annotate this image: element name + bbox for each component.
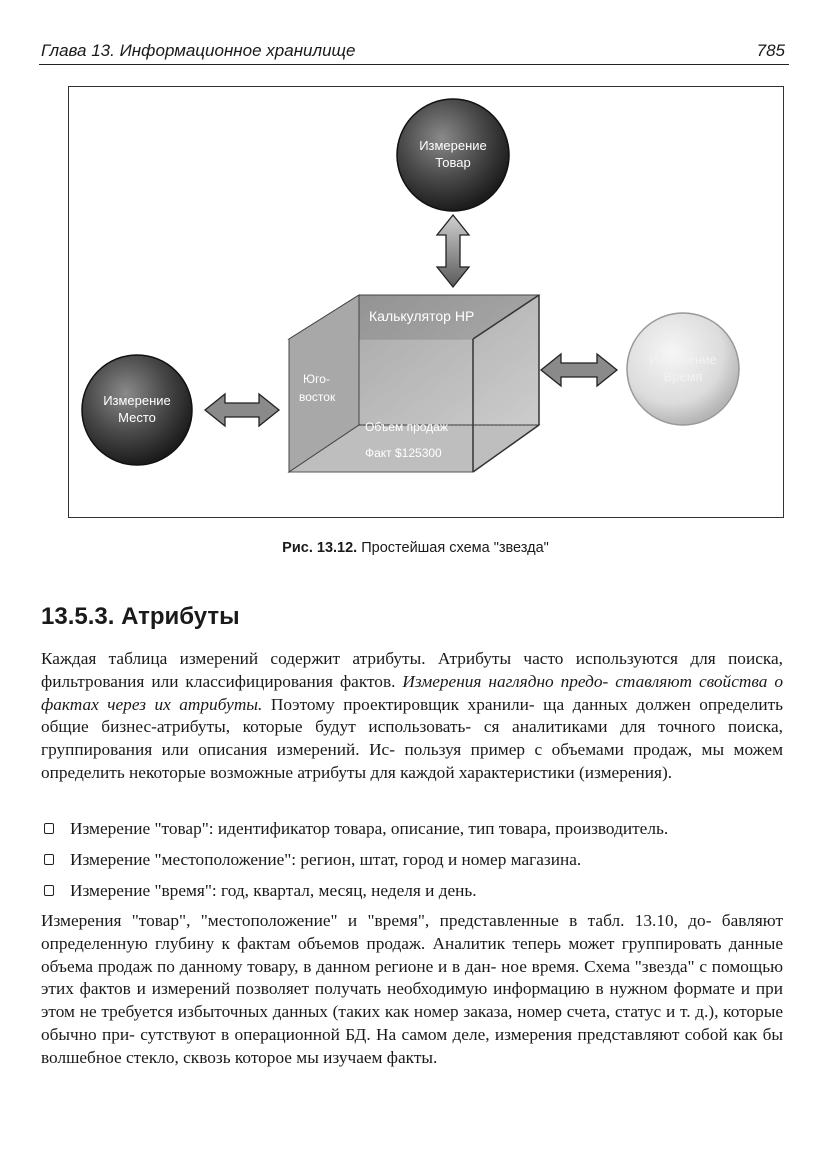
checkbox-bullet-icon (44, 854, 54, 865)
text-line: ся аналитиками для точного поиска, группирования или описания измерений. Ис- (41, 717, 783, 760)
cube-top-label: Калькулятор HP (369, 308, 475, 324)
list-item (41, 880, 783, 911)
text-line: данных (таких как номер заказа, номер счета, статус и т. д.), которые обычно при- (41, 1002, 784, 1044)
italic-text-line: ставляют свойства о фактах через их атрибуты. (41, 671, 783, 714)
cube-side-label-line1: Юго- (303, 372, 330, 386)
sphere-place (82, 355, 192, 465)
star-schema-diagram (69, 87, 785, 519)
text-line: сутствуют в операционной БД. На самом деле, измерения представляют собой как (140, 1024, 758, 1044)
sphere-time (627, 313, 739, 425)
arrow-left-horizontal (205, 394, 279, 426)
checkbox-bullet-icon (44, 823, 54, 834)
text-line: ща данных должен определить общие бизнес-атрибуты, которые будут использовать- (41, 694, 783, 737)
page-number: 785 (756, 41, 785, 60)
sphere-place-label-line2: Место (118, 410, 156, 425)
text-line: пользуя пример с объемами продаж, мы можем определить некоторые возможные (41, 740, 784, 782)
text-line: Измерения "товар", "местоположение" и "время", представленные в табл. 13.10, до- (41, 911, 712, 930)
text-line: поиска, фильтрования или классифицирования фактов. (41, 649, 783, 691)
figure-star-schema (68, 86, 784, 518)
caption-number: Рис. 13.12. (282, 540, 358, 556)
cube-front-label-line2: Факт $125300 (365, 446, 442, 460)
running-header (39, 40, 789, 65)
sphere-product-label-line2: Товар (435, 155, 471, 170)
sphere-time-label-line1: Измерение (649, 352, 717, 367)
checkbox-bullet-icon (44, 885, 54, 896)
text-line: бы волшебное стекло, сквозь которое мы изучаем факты. (41, 1024, 784, 1067)
text-line: Поэтому проектировщик хранили- (270, 694, 535, 714)
caption-text: Простейшая схема "звезда" (361, 540, 549, 556)
sphere-time-label-line2: Время (663, 369, 703, 384)
text-line: ное время. Схема "звезда" с помощью этих фактов и измерений позволяет получать (41, 956, 783, 999)
cube-front-label-line1: Объем продаж (365, 420, 448, 434)
attribute-list (41, 818, 783, 911)
text-line: бавляют определенную глубину к фактам объемов продаж. Аналитик теперь может (41, 911, 783, 953)
section-heading: 13.5.3. Атрибуты (41, 603, 240, 630)
cube-side-label-line2: восток (299, 390, 336, 404)
arrow-top-vertical (437, 215, 469, 287)
text-line: атрибуты для каждой характеристики (измерения). (297, 762, 673, 782)
list-item (41, 849, 783, 880)
list-item-text: Измерение "время": год, квартал, месяц, неделя и день. (70, 881, 477, 900)
sphere-place-label-line1: Измерение (103, 393, 171, 408)
italic-text-line: Измерения наглядно предо- (402, 671, 609, 691)
sphere-product (397, 99, 509, 211)
figure-caption (0, 540, 831, 556)
paragraph-conclusion (41, 910, 783, 1070)
arrow-right-horizontal (541, 354, 617, 386)
paragraph-intro (41, 648, 783, 785)
list-item (41, 818, 783, 849)
list-item-text: Измерение "местоположение": регион, штат, город и номер магазина. (70, 850, 582, 869)
text-line: необходимую информацию в нужном формате и при этом не требуется избыточных (41, 979, 783, 1022)
sphere-product-label-line1: Измерение (419, 138, 487, 153)
chapter-title: Глава 13. Информационное хранилище (41, 41, 356, 60)
text-line: Каждая таблица измерений содержит атрибуты. Атрибуты часто используются для (41, 649, 716, 668)
text-line: группировать данные объема продаж по данному товару, в данном регионе и в дан- (41, 933, 783, 976)
list-item-text: Измерение "товар": идентификатор товара, описание, тип товара, производитель. (70, 819, 669, 838)
